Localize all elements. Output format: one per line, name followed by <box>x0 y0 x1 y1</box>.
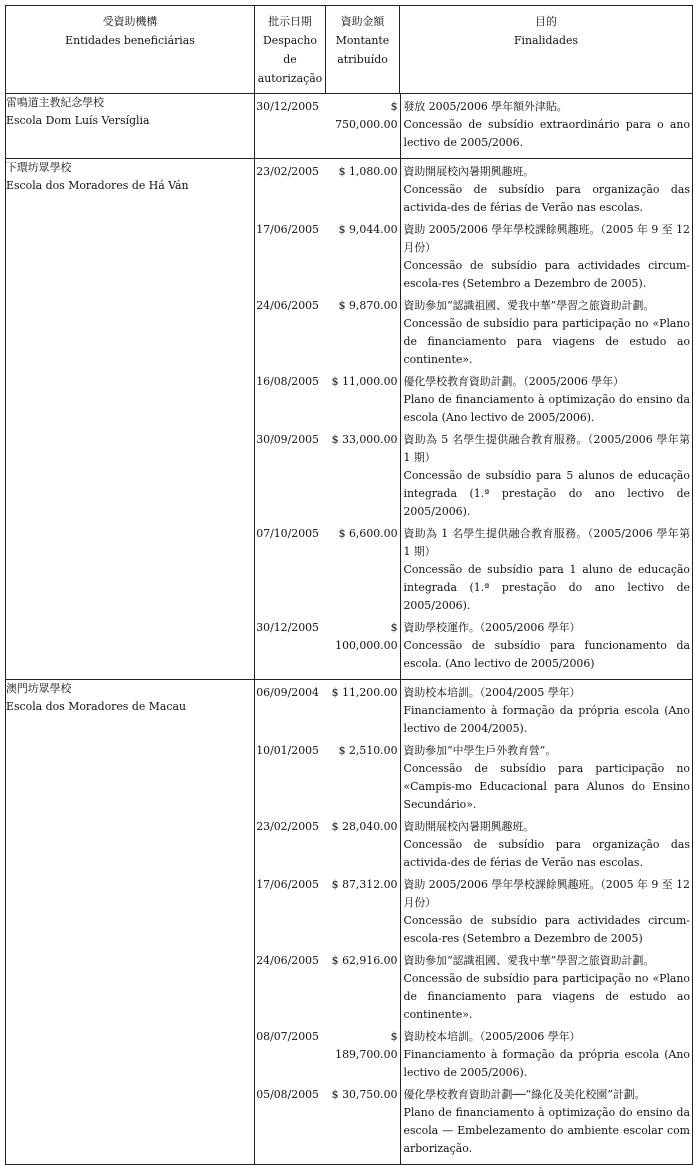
header-entity-zh: 受資助機構 <box>102 15 158 28</box>
grant-list-cell <box>255 94 693 159</box>
group-spacer <box>255 152 692 158</box>
grant-purpose <box>400 427 692 521</box>
grant-purpose <box>400 159 692 217</box>
grant-purpose-pt: Plano de financiamento à optimização do ensino da escola (Ano lectivo de 2005/2006). <box>403 393 690 424</box>
spacer-cell <box>255 1158 326 1164</box>
grant-list-cell <box>255 680 693 1165</box>
entity-cell <box>6 159 255 680</box>
group-spacer <box>255 673 692 679</box>
grant-purpose-zh: 資助開展校內暑期興趣班。 <box>403 820 535 833</box>
header-date-pt-2: autorização <box>257 72 323 85</box>
grant-purpose <box>400 521 692 615</box>
grant-purpose <box>400 369 692 427</box>
entity-cell <box>6 94 255 159</box>
grant-amount: $ 1,080.00 <box>326 159 400 217</box>
grant-purpose <box>400 948 692 1024</box>
spacer-cell <box>326 1158 400 1164</box>
grant-amount: $ 9,044.00 <box>326 217 400 293</box>
grant-row <box>255 738 692 814</box>
spacer-cell <box>326 673 400 679</box>
grant-purpose-pt: Concessão de subsídio para 5 alunos de educação integrada (1.ª prestação do ano lectivo de 2005/2006). <box>403 469 690 518</box>
grant-purpose-zh: 優化學校教育資助計劃。（2005/2006 學年） <box>403 375 624 388</box>
grants-body <box>6 94 693 1165</box>
grant-purpose <box>400 680 692 738</box>
entity-name-pt: Escola dos Moradores de Há Ván <box>6 179 189 192</box>
grant-purpose-pt: Concessão de subsídio para organização das activida-des de férias de Verão nas escolas. <box>403 838 690 869</box>
grant-row <box>255 948 692 1024</box>
grant-purpose-zh: 發放 2005/2006 學年額外津貼。 <box>403 100 568 113</box>
header-amount-pt-1: Montante <box>335 34 390 47</box>
grant-purpose <box>400 872 692 948</box>
grant-amount: $ 189,700.00 <box>326 1024 400 1082</box>
grant-purpose <box>400 615 692 673</box>
grant-purpose-zh: 資助為 5 名學生提供融合教育服務。（2005/2006 學年第 1 期） <box>403 433 690 464</box>
grant-amount: $ 11,200.00 <box>326 680 400 738</box>
entity-name-zh: 下環坊眾學校 <box>6 161 72 174</box>
grant-amount: $ 28,040.00 <box>326 814 400 872</box>
grant-amount: $ 2,510.00 <box>326 738 400 814</box>
grant-amount: $ 62,916.00 <box>326 948 400 1024</box>
grant-purpose-pt: Concessão de subsídio para actividades circum-escola-res (Setembro a Dezembro de 2005) <box>403 914 690 945</box>
entity-group-row <box>6 94 693 159</box>
grant-purpose-zh: 資助參加“中學生戶外教育營”。 <box>403 744 557 757</box>
grant-amount: $ 30,750.00 <box>326 1082 400 1158</box>
grant-amount: $ 33,000.00 <box>326 427 400 521</box>
grant-purpose-zh: 資助 2005/2006 學年學校課餘興趣班。（2005 年 9 至 12 月份） <box>403 223 690 254</box>
entity-group-row <box>6 680 693 1165</box>
grant-purpose-zh: 資助校本培訓。（2004/2005 學年） <box>403 686 581 699</box>
spacer-cell <box>400 673 692 679</box>
grant-date: 30/09/2005 <box>256 433 319 446</box>
grant-date: 24/06/2005 <box>256 299 319 312</box>
grant-purpose-pt: Financiamento à formação da própria escola (Ano lectivo de 2005/2006). <box>403 1048 690 1079</box>
grant-purpose <box>400 1082 692 1158</box>
grant-date: 17/06/2005 <box>256 223 319 236</box>
header-purpose-pt: Finalidades <box>514 34 578 47</box>
grant-purpose-pt: Concessão de subsídio para funcionamento da escola. (Ano lectivo de 2005/2006) <box>403 639 690 670</box>
grant-amount: $ 9,870.00 <box>326 293 400 369</box>
grant-date: 23/02/2005 <box>256 820 319 833</box>
grant-purpose-zh: 資助參加“認識祖國、愛我中華”學習之旅資助計劃。 <box>403 954 655 967</box>
header-entity-pt: Entidades beneficiárias <box>65 34 195 47</box>
entity-name-zh: 澳門坊眾學校 <box>6 682 72 695</box>
spacer-cell <box>326 152 400 158</box>
grant-purpose <box>400 217 692 293</box>
entity-name-pt: Escola Dom Luís Versíglia <box>6 114 150 127</box>
entity-group-row <box>6 159 693 680</box>
grant-list <box>255 159 692 679</box>
grant-date: 08/07/2005 <box>256 1030 319 1043</box>
spacer-cell <box>400 1158 692 1164</box>
grant-date: 30/12/2005 <box>256 100 319 113</box>
grant-row <box>255 427 692 521</box>
grant-purpose-pt: Financiamento à formação da própria escola (Ano lectivo de 2004/2005). <box>403 704 690 735</box>
grant-purpose-pt: Concessão de subsídio para participação no «Plano de financiamento para viagens de estudo ao continente». <box>403 317 690 366</box>
header-purpose <box>400 6 693 94</box>
grant-row <box>255 872 692 948</box>
grant-date: 06/09/2004 <box>256 686 319 699</box>
grant-purpose-pt: Concessão de subsídio para organização das activida-des de férias de Verão nas escolas. <box>403 183 690 214</box>
entity-name-pt: Escola dos Moradores de Macau <box>6 700 186 713</box>
grant-purpose-pt: Concessão de subsídio para participação no «Campis-mo Educacional para Alunos do Ensino Secundário». <box>403 762 690 811</box>
grant-row <box>255 1024 692 1082</box>
grant-row <box>255 369 692 427</box>
entity-cell <box>6 680 255 1165</box>
grant-purpose-pt: Concessão de subsídio para 1 aluno de educação integrada (1.ª prestação do ano lectivo de 2005/2006). <box>403 563 690 612</box>
grant-amount: $ 87,312.00 <box>326 872 400 948</box>
grant-row <box>255 521 692 615</box>
grant-row <box>255 615 692 673</box>
grant-purpose <box>400 293 692 369</box>
grant-list <box>255 680 692 1164</box>
spacer-cell <box>255 673 326 679</box>
grant-date: 07/10/2005 <box>256 527 319 540</box>
entity-name-zh: 雷鳴道主教紀念學校 <box>6 96 105 109</box>
grant-purpose-zh: 資助參加“認識祖國、愛我中華”學習之旅資助計劃。 <box>403 299 655 312</box>
header-date-zh: 批示日期 <box>268 15 312 28</box>
header-row <box>6 6 693 94</box>
grant-row <box>255 159 692 217</box>
grant-row <box>255 1082 692 1158</box>
grant-purpose <box>400 738 692 814</box>
grant-date: 24/06/2005 <box>256 954 319 967</box>
grant-date: 16/08/2005 <box>256 375 319 388</box>
grant-date: 30/12/2005 <box>256 621 319 634</box>
grant-amount: $ 750,000.00 <box>326 94 400 152</box>
grants-table <box>5 5 693 1165</box>
header-date-pt-1: Despacho de <box>263 34 317 66</box>
grant-date: 17/06/2005 <box>256 878 319 891</box>
grant-purpose-zh: 資助校本培訓。（2005/2006 學年） <box>403 1030 581 1043</box>
grant-purpose-zh: 資助 2005/2006 學年學校課餘興趣班。（2005 年 9 至 12 月份） <box>403 878 690 909</box>
grant-row <box>255 814 692 872</box>
grant-row <box>255 293 692 369</box>
header-amount-pt-2: atribuído <box>337 53 388 66</box>
grant-purpose-zh: 優化學校教育資助計劃──“綠化及美化校園”計劃。 <box>403 1088 646 1101</box>
grant-row <box>255 217 692 293</box>
grant-date: 05/08/2005 <box>256 1088 319 1101</box>
grant-amount: $ 11,000.00 <box>326 369 400 427</box>
grant-purpose-pt: Concessão de subsídio para participação no «Plano de financiamento para viagens de estudo ao continente». <box>403 972 690 1021</box>
header-amount <box>326 6 400 94</box>
grant-date: 23/02/2005 <box>256 165 319 178</box>
spacer-cell <box>400 152 692 158</box>
header-amount-zh: 資助金額 <box>340 15 385 28</box>
grant-purpose-pt: Concessão de subsídio extraordinário para o ano lectivo de 2005/2006. <box>403 118 690 149</box>
grant-list <box>255 94 692 158</box>
grant-purpose <box>400 1024 692 1082</box>
header-entity <box>6 6 255 94</box>
grant-purpose-zh: 資助開展校內暑期興趣班。 <box>403 165 535 178</box>
grant-purpose-zh: 資助學校運作。（2005/2006 學年） <box>403 621 581 634</box>
grant-row <box>255 680 692 738</box>
grant-amount: $ 6,600.00 <box>326 521 400 615</box>
grant-purpose <box>400 94 692 152</box>
group-spacer <box>255 1158 692 1164</box>
grant-purpose <box>400 814 692 872</box>
grant-purpose-zh: 資助為 1 名學生提供融合教育服務。（2005/2006 學年第 1 期） <box>403 527 690 558</box>
grant-amount: $ 100,000.00 <box>326 615 400 673</box>
header-purpose-zh: 目的 <box>535 15 557 28</box>
spacer-cell <box>255 152 326 158</box>
grant-purpose-pt: Plano de financiamento à optimização do ensino da escola — Embelezamento do ambiente escolar com arborização. <box>403 1106 690 1155</box>
grant-row <box>255 94 692 152</box>
grant-purpose-pt: Concessão de subsídio para actividades circum-escola-res (Setembro a Dezembro de 2005). <box>403 259 690 290</box>
grant-date: 10/01/2005 <box>256 744 319 757</box>
grant-list-cell <box>255 159 693 680</box>
header-date <box>255 6 326 94</box>
